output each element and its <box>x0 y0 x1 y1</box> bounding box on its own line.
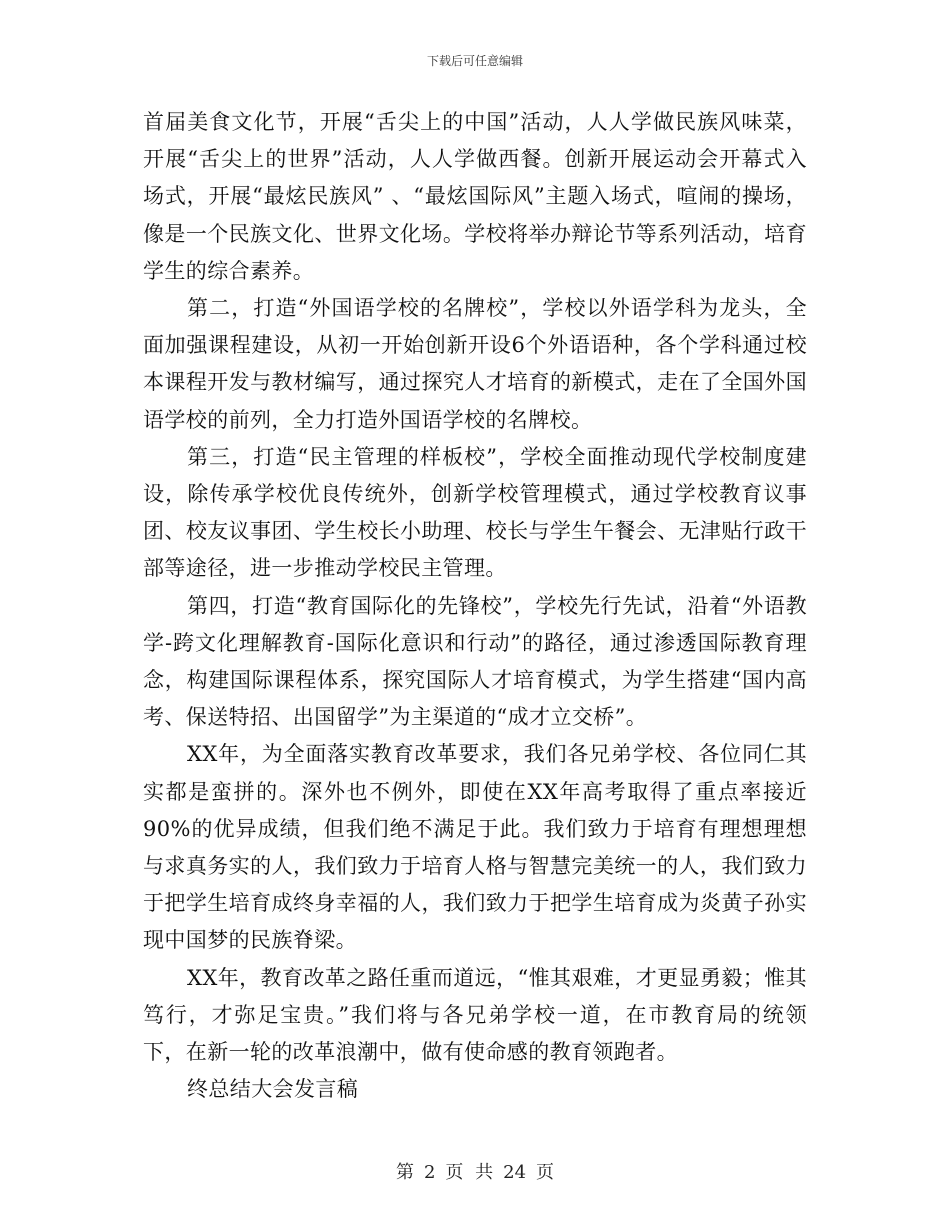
document-body <box>143 104 807 1108</box>
paragraph-reform-road: XX年，教育改革之路任重而道远，“惟其艰难，才更显勇毅；惟其笃行，才弥足宝贵。”我们将与各兄弟学校一道，在市教育局的统领下，在新一轮的改革浪潮中，做有使命感的教育领跑者。 <box>143 965 807 1065</box>
footer-suffix: 页 <box>536 1162 555 1183</box>
page-header-note: 下载后可任意编辑 <box>426 54 523 68</box>
footer-middle: 页 共 <box>445 1162 494 1183</box>
section-title: 终总结大会发言稿 <box>187 1077 359 1102</box>
paragraph-fourth: 第四，打造“教育国际化的先锋校”，学校先行先试，沿着“外语教学-跨文化理解教育-国际化意识和行动”的路径，通过渗透国际教育理念，构建国际课程体系，探究国际人才培育模式，为学生搭建“国内高考、保送特招、出国留学”为主渠道的“成才立交桥”。 <box>143 593 807 730</box>
paragraph-continuation: 首届美食文化节，开展“舌尖上的中国”活动，人人学做民族风味菜，开展“舌尖上的世界”活动，人人学做西餐。创新开展运动会开幕式入场式，开展“最炫民族风” 、“最炫国际风”主题入场式，喧闹的操场，像是一个民族文化、世界文化场。学校将举办辩论节等系列活动，培育学生的综合素养。 <box>143 110 807 283</box>
footer-total-pages: 24 <box>503 1162 527 1183</box>
page-footer <box>0 1158 950 1184</box>
paragraph-third: 第三，打造“民主管理的样板校”，学校全面推动现代学校制度建设，除传承学校优良传统外，创新学校管理模式，通过学校教育议事团、校友议事团、学生校长小助理、校长与学生午餐会、无津贴行政干部等途径，进一步推动学校民主管理。 <box>143 444 807 581</box>
footer-current-page: 2 <box>423 1162 436 1183</box>
footer-prefix: 第 <box>395 1162 414 1183</box>
paragraph-second: 第二，打造“外国语学校的名牌校”，学校以外语学科为龙头，全面加强课程建设，从初一开始创新开设6个外语语种，各个学科通过校本课程开发与教材编写，通过探究人才培育的新模式，走在了全国外国语学校的前列，全力打造外国语学校的名牌校。 <box>143 296 807 432</box>
paragraph-xx-year: XX年，为全面落实教育改革要求，我们各兄弟学校、各位同仁其实都是蛮拼的。深外也不例外，即使在XX年高考取得了重点率接近90%的优异成绩，但我们绝不满足于此。我们致力于培育有理想理想与求真务实的人，我们致力于培育人格与智慧完美统一的人，我们致力于把学生培育成终身幸福的人，我们致力于把学生培育成为炎黄子孙实现中国梦的民族脊梁。 <box>143 742 807 953</box>
